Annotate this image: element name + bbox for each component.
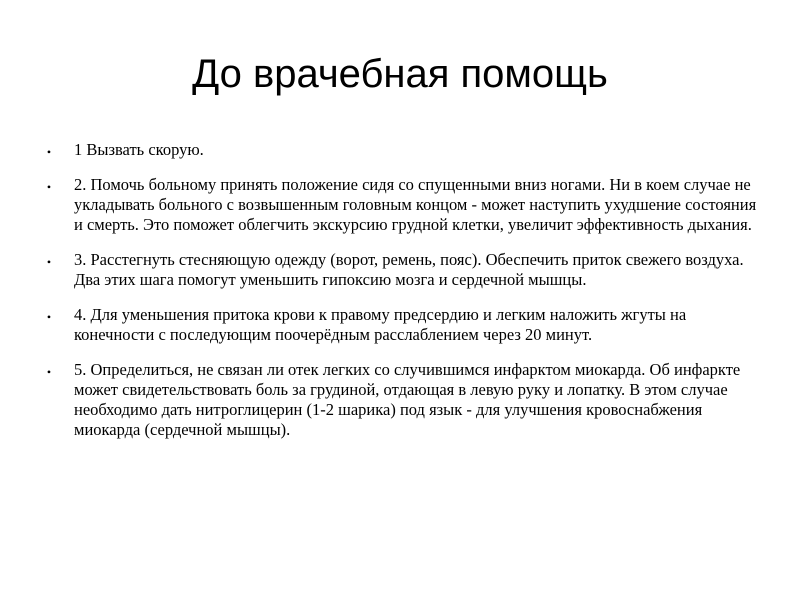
list-item bbox=[44, 250, 764, 290]
bullet-icon: • bbox=[46, 255, 52, 269]
bullet-icon: • bbox=[46, 365, 52, 379]
list-item-text: 4. Для уменьшения притока крови к правому предсердию и легким наложить жгуты на конечности с последующим поочерёдным расслаблением через 20 минут. bbox=[74, 305, 687, 344]
list-item-text: 1 Вызвать скорую. bbox=[74, 140, 204, 159]
bullet-icon: • bbox=[46, 180, 52, 194]
slide-title: До врачебная помощь bbox=[192, 52, 608, 96]
bullet-icon: • bbox=[46, 145, 52, 159]
list-item bbox=[44, 140, 764, 160]
list-item-text: 2. Помочь больному принять положение сидя со спущенными вниз ногами. Ни в коем случае не укладывать больного с возвышенным головным концом - может наступить ухудшение состояния и смерть. Это поможет облегчить экскурсию грудной клетки, увеличит эффективность дыхания. bbox=[74, 175, 757, 234]
list-item-text: 5. Определиться, не связан ли отек легких со случившимся инфарктом миокарда. Об инфаркте может свидетельствовать боль за грудиной, отдающая в левую руку и лопатку. В этом случае необходимо дать нитроглицерин (1-2 шарика) под язык - для улучшения кровоснабжения миокарда (сердечной мышцы). bbox=[74, 360, 741, 439]
list-item bbox=[44, 360, 764, 440]
list-item bbox=[44, 305, 764, 345]
bullet-list bbox=[44, 140, 764, 455]
bullet-icon: • bbox=[46, 310, 52, 324]
list-item-text: 3. Расстегнуть стесняющую одежду (ворот, ремень, пояс). Обеспечить приток свежего воздуха. Два этих шага помогут уменьшить гипоксию мозга и сердечной мышцы. bbox=[74, 250, 744, 289]
list-item bbox=[44, 175, 764, 235]
